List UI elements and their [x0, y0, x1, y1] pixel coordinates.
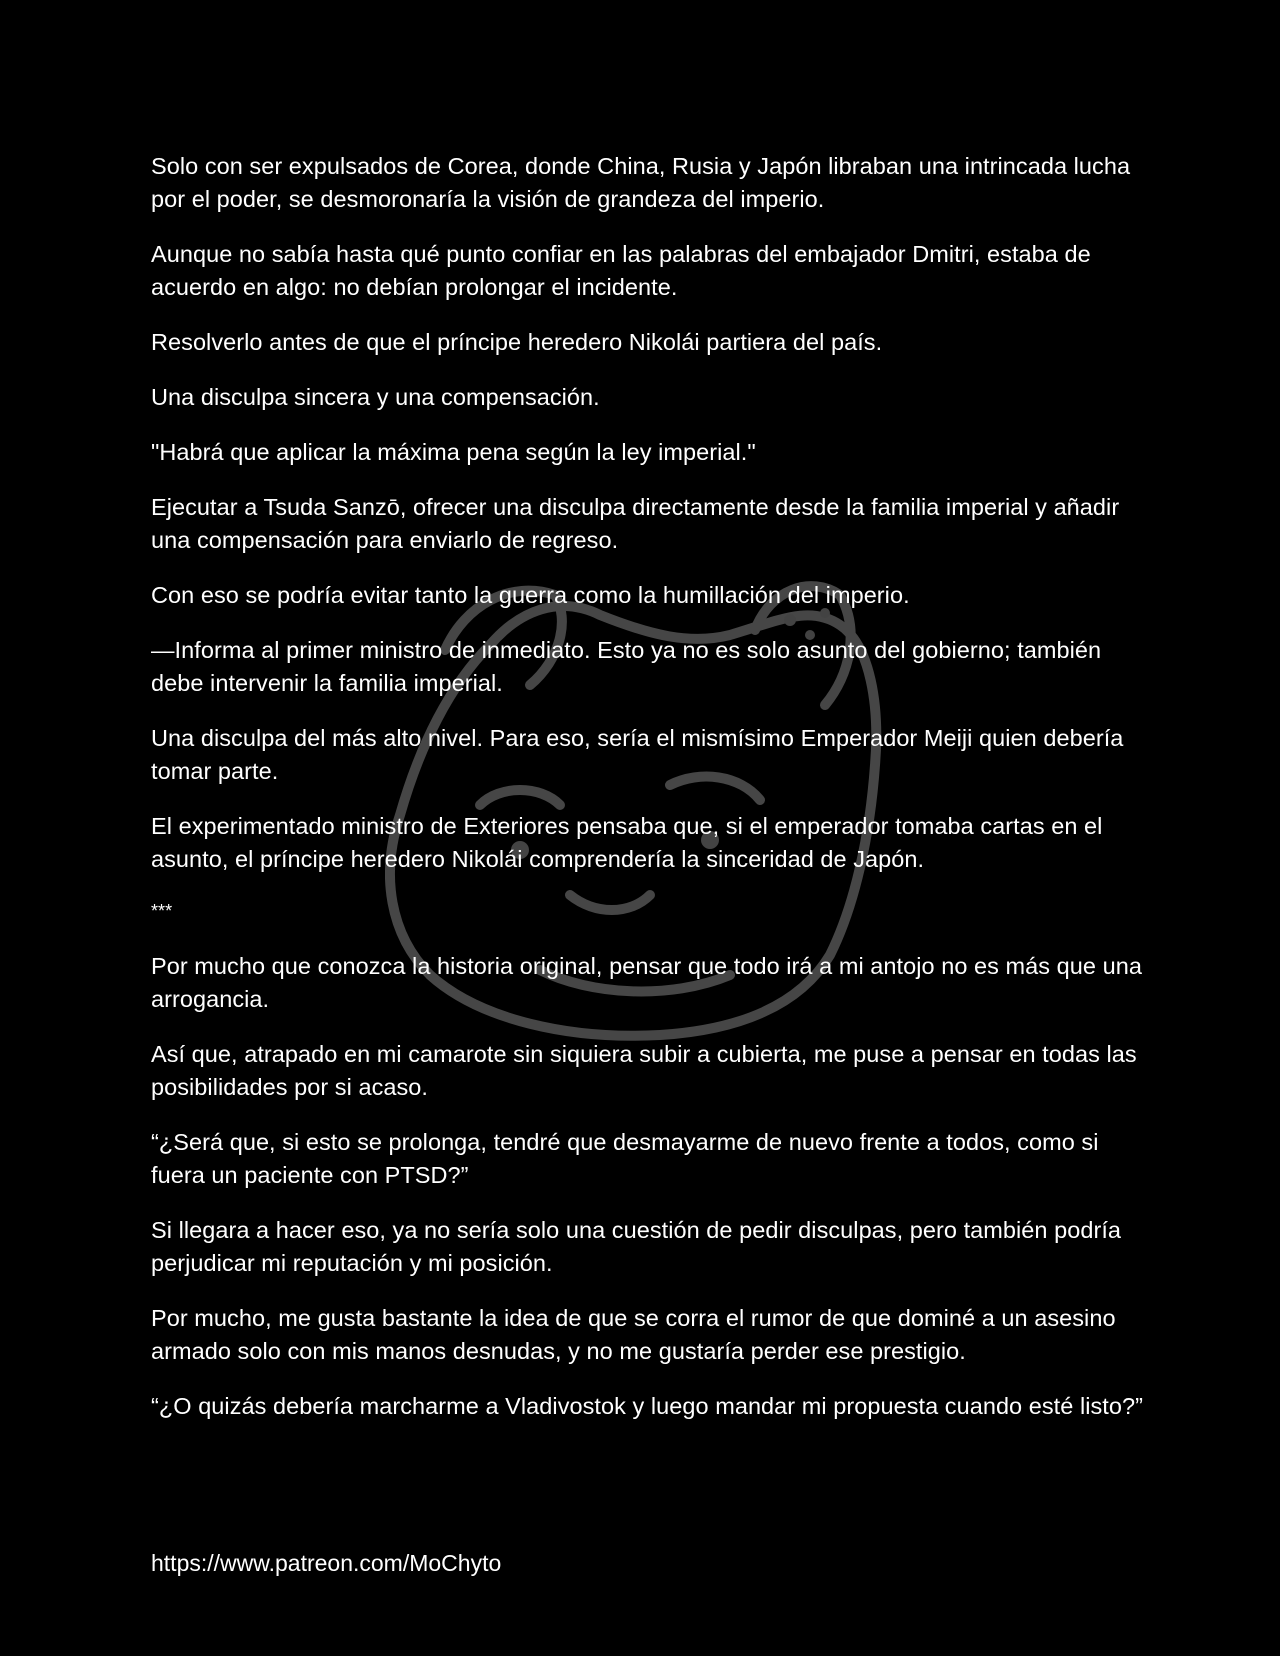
paragraph: “¿Será que, si esto se prolonga, tendré que desmayarme de nuevo frente a todos, como si fuera un paciente con PTSD?” [151, 1129, 1099, 1188]
paragraph: "Habrá que aplicar la máxima pena según la ley imperial." [151, 439, 756, 465]
document-body [151, 150, 1151, 1445]
paragraph: Por mucho, me gusta bastante la idea de que se corra el rumor de que dominé a un asesino armado solo con mis manos desnudas, y no me gustaría perder ese prestigio. [151, 1305, 1116, 1364]
section-break: *** [151, 901, 173, 921]
paragraph: —Informa al primer ministro de inmediato. Esto ya no es solo asunto del gobierno; también debe intervenir la familia imperial. [151, 637, 1102, 696]
paragraph: “¿O quizás debería marcharme a Vladivostok y luego mandar mi propuesta cuando esté listo?” [151, 1393, 1143, 1419]
paragraph: Así que, atrapado en mi camarote sin siquiera subir a cubierta, me puse a pensar en todas las posibilidades por si acaso. [151, 1041, 1137, 1100]
paragraph: Solo con ser expulsados de Corea, donde China, Rusia y Japón libraban una intrincada lucha por el poder, se desmoronaría la visión de grandeza del imperio. [151, 153, 1131, 212]
paragraph: Aunque no sabía hasta qué punto confiar en las palabras del embajador Dmitri, estaba de acuerdo en algo: no debían prolongar el incidente. [151, 241, 1091, 300]
paragraph: Con eso se podría evitar tanto la guerra como la humillación del imperio. [151, 582, 910, 608]
paragraph: Si llegara a hacer eso, ya no sería solo una cuestión de pedir disculpas, pero también podría perjudicar mi reputación y mi posición. [151, 1217, 1122, 1276]
paragraph: Resolverlo antes de que el príncipe heredero Nikolái partiera del país. [151, 329, 883, 355]
patreon-link[interactable]: https://www.patreon.com/MoChyto [151, 1550, 502, 1576]
paragraph: Por mucho que conozca la historia original, pensar que todo irá a mi antojo no es más que una arrogancia. [151, 953, 1142, 1012]
paragraph: El experimentado ministro de Exteriores pensaba que, si el emperador tomaba cartas en el asunto, el príncipe heredero Nikolái comprendería la sinceridad de Japón. [151, 813, 1103, 872]
paragraph: Ejecutar a Tsuda Sanzō, ofrecer una disculpa directamente desde la familia imperial y añadir una compensación para enviarlo de regreso. [151, 494, 1120, 553]
paragraph: Una disculpa del más alto nivel. Para eso, sería el mismísimo Emperador Meiji quien debería tomar parte. [151, 725, 1124, 784]
paragraph: Una disculpa sincera y una compensación. [151, 384, 600, 410]
